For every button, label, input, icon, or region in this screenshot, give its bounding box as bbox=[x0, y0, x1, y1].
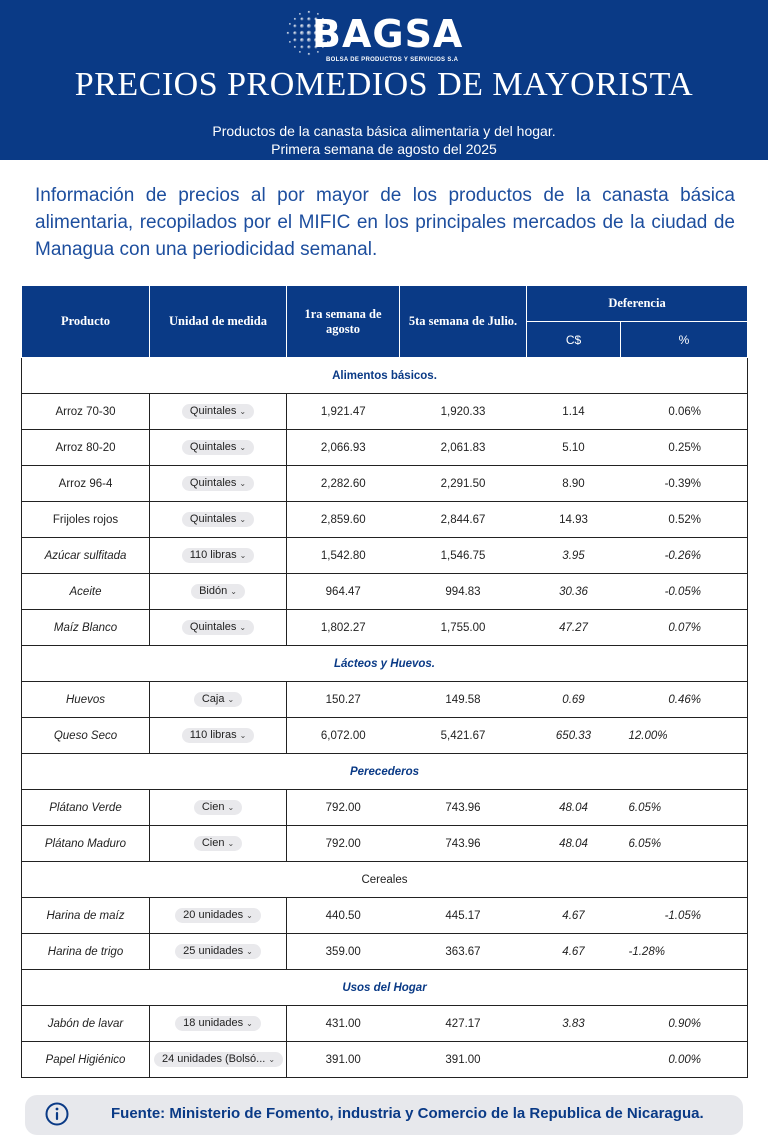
cell-semana-1: 792.00 bbox=[287, 790, 400, 826]
cell-diff-cs: 650.33 bbox=[527, 718, 621, 754]
unit-dropdown-label: 25 unidades bbox=[183, 945, 244, 957]
unit-dropdown[interactable] bbox=[175, 1016, 261, 1031]
cell-semana-2: 1,920.33 bbox=[400, 394, 527, 430]
cell-diff-pct: -1.28% bbox=[621, 934, 748, 970]
section-title: Alimentos básicos. bbox=[22, 358, 748, 394]
unit-dropdown[interactable] bbox=[182, 728, 255, 743]
unit-dropdown-label: Cien bbox=[201, 837, 225, 849]
cell-semana-1: 440.50 bbox=[287, 898, 400, 934]
page-subtitle bbox=[0, 122, 768, 158]
cell-diff-pct: 0.90% bbox=[621, 1006, 748, 1042]
cell-semana-2: 2,061.83 bbox=[400, 430, 527, 466]
chevron-down-icon: ⌄ bbox=[246, 911, 253, 920]
cell-producto: Azúcar sulfitada bbox=[22, 538, 150, 574]
chevron-down-icon: ⌄ bbox=[230, 587, 237, 596]
cell-diff-pct: 0.07% bbox=[621, 610, 748, 646]
cell-unidad[interactable] bbox=[150, 718, 287, 754]
brand-logo-text: BAGSA bbox=[312, 12, 464, 56]
unit-dropdown[interactable] bbox=[175, 908, 261, 923]
cell-semana-2: 743.96 bbox=[400, 826, 527, 862]
unit-dropdown[interactable] bbox=[194, 692, 242, 707]
chevron-down-icon: ⌄ bbox=[239, 551, 247, 560]
source-text: Fuente: Ministerio de Fomento, industria y Comercio de la Republica de Nicaragua. bbox=[111, 1105, 704, 1122]
table-row bbox=[22, 1042, 748, 1078]
chevron-down-icon: ⌄ bbox=[268, 1055, 276, 1064]
cell-producto: Arroz 96-4 bbox=[22, 466, 150, 502]
cell-semana-1: 431.00 bbox=[287, 1006, 400, 1042]
info-icon bbox=[45, 1102, 69, 1126]
cell-producto: Huevos bbox=[22, 682, 150, 718]
unit-dropdown-label: Caja bbox=[201, 693, 225, 705]
unit-dropdown-label: 18 unidades bbox=[183, 1017, 244, 1029]
table-row bbox=[22, 1006, 748, 1042]
chevron-down-icon: ⌄ bbox=[227, 803, 235, 812]
table-row bbox=[22, 466, 748, 502]
chevron-down-icon: ⌄ bbox=[227, 839, 235, 848]
cell-diff-pct: 0.00% bbox=[621, 1042, 748, 1078]
table-row bbox=[22, 682, 748, 718]
table-row bbox=[22, 790, 748, 826]
cell-semana-1: 1,921.47 bbox=[287, 394, 400, 430]
unit-dropdown-label: Quintales bbox=[189, 405, 237, 417]
unit-dropdown-label: Bidón bbox=[199, 585, 228, 597]
cell-unidad[interactable] bbox=[150, 898, 287, 934]
unit-dropdown[interactable] bbox=[182, 440, 254, 455]
cell-diff-pct: 0.46% bbox=[621, 682, 748, 718]
prices-table-container bbox=[21, 285, 747, 1078]
cell-diff-cs: 8.90 bbox=[527, 466, 621, 502]
cell-diff-cs: 47.27 bbox=[527, 610, 621, 646]
cell-diff-pct: 0.52% bbox=[621, 502, 748, 538]
section-title: Lácteos y Huevos. bbox=[22, 646, 748, 682]
cell-unidad[interactable] bbox=[150, 1042, 287, 1078]
chevron-down-icon: ⌄ bbox=[239, 407, 247, 416]
unit-dropdown-label: 24 unidades (Bolsó... bbox=[162, 1053, 266, 1065]
table-row bbox=[22, 538, 748, 574]
cell-diff-cs: 0.69 bbox=[527, 682, 621, 718]
cell-producto: Frijoles rojos bbox=[22, 502, 150, 538]
unit-dropdown-label: Quintales bbox=[189, 621, 237, 633]
cell-diff-pct: -0.05% bbox=[621, 574, 748, 610]
header-pct: % bbox=[621, 322, 748, 358]
header-diferencia: Deferencia bbox=[527, 286, 748, 322]
header-producto: Producto bbox=[22, 286, 150, 358]
cell-diff-cs: 1.14 bbox=[527, 394, 621, 430]
prices-table bbox=[21, 285, 748, 1078]
cell-semana-1: 150.27 bbox=[287, 682, 400, 718]
table-row bbox=[22, 502, 748, 538]
cell-semana-1: 2,859.60 bbox=[287, 502, 400, 538]
unit-dropdown[interactable] bbox=[182, 404, 254, 419]
cell-diff-cs: 48.04 bbox=[527, 826, 621, 862]
unit-dropdown-label: Quintales bbox=[189, 441, 237, 453]
cell-producto: Arroz 70-30 bbox=[22, 394, 150, 430]
cell-semana-2: 391.00 bbox=[400, 1042, 527, 1078]
header-unidad: Unidad de medida bbox=[150, 286, 287, 358]
cell-semana-2: 1,755.00 bbox=[400, 610, 527, 646]
unit-dropdown-label: Cien bbox=[201, 801, 225, 813]
cell-diff-cs: 3.95 bbox=[527, 538, 621, 574]
unit-dropdown-label: 110 libras bbox=[189, 549, 237, 561]
cell-unidad[interactable] bbox=[150, 790, 287, 826]
header-semana-2: 5ta semana de Julio. bbox=[400, 286, 527, 358]
cell-unidad[interactable] bbox=[150, 394, 287, 430]
cell-semana-2: 2,291.50 bbox=[400, 466, 527, 502]
chevron-down-icon: ⌄ bbox=[246, 947, 253, 956]
section-row bbox=[22, 970, 748, 1006]
intro-paragraph: Información de precios al por mayor de los productos de la canasta básica alimentaria, recopilados por el MIFIC en los principales mercados de la ciudad de Managua con una periodicidad semanal. bbox=[35, 185, 735, 260]
page-title: PRECIOS PROMEDIOS DE MAYORISTA bbox=[74, 66, 694, 103]
table-row bbox=[22, 898, 748, 934]
cell-semana-2: 427.17 bbox=[400, 1006, 527, 1042]
section-row bbox=[22, 646, 748, 682]
cell-semana-2: 994.83 bbox=[400, 574, 527, 610]
cell-semana-1: 2,066.93 bbox=[287, 430, 400, 466]
unit-dropdown[interactable] bbox=[194, 800, 242, 815]
unit-dropdown-label: 20 unidades bbox=[183, 909, 244, 921]
cell-diff-pct: -0.26% bbox=[621, 538, 748, 574]
cell-producto: Plátano Verde bbox=[22, 790, 150, 826]
cell-unidad[interactable] bbox=[150, 826, 287, 862]
cell-unidad[interactable] bbox=[150, 466, 287, 502]
cell-diff-pct: -1.05% bbox=[621, 898, 748, 934]
cell-diff-cs: 48.04 bbox=[527, 790, 621, 826]
section-title: Perecederos bbox=[22, 754, 748, 790]
section-title: Usos del Hogar bbox=[22, 970, 748, 1006]
cell-unidad[interactable] bbox=[150, 934, 287, 970]
brand-logo-subtitle: BOLSA DE PRODUCTOS Y SERVICIOS S.A bbox=[326, 57, 459, 63]
table-row bbox=[22, 430, 748, 466]
chevron-down-icon: ⌄ bbox=[239, 623, 247, 632]
chevron-down-icon: ⌄ bbox=[239, 515, 247, 524]
cell-semana-1: 6,072.00 bbox=[287, 718, 400, 754]
cell-semana-1: 792.00 bbox=[287, 826, 400, 862]
cell-semana-2: 445.17 bbox=[400, 898, 527, 934]
cell-diff-cs: 5.10 bbox=[527, 430, 621, 466]
cell-unidad[interactable] bbox=[150, 682, 287, 718]
cell-diff-pct: 6.05% bbox=[621, 826, 748, 862]
cell-diff-pct: -0.39% bbox=[621, 466, 748, 502]
chevron-down-icon: ⌄ bbox=[239, 479, 247, 488]
section-row bbox=[22, 754, 748, 790]
cell-unidad[interactable] bbox=[150, 1006, 287, 1042]
cell-semana-1: 2,282.60 bbox=[287, 466, 400, 502]
table-row bbox=[22, 574, 748, 610]
table-row bbox=[22, 718, 748, 754]
cell-producto: Arroz 80-20 bbox=[22, 430, 150, 466]
unit-dropdown-label: 110 libras bbox=[189, 729, 237, 741]
table-row bbox=[22, 934, 748, 970]
cell-unidad[interactable] bbox=[150, 502, 287, 538]
chevron-down-icon: ⌄ bbox=[246, 1019, 253, 1028]
cell-diff-pct: 6.05% bbox=[621, 790, 748, 826]
cell-producto: Harina de maíz bbox=[22, 898, 150, 934]
source-footer bbox=[25, 1095, 743, 1135]
cell-semana-2: 743.96 bbox=[400, 790, 527, 826]
cell-producto: Queso Seco bbox=[22, 718, 150, 754]
chevron-down-icon: ⌄ bbox=[239, 443, 247, 452]
cell-semana-2: 149.58 bbox=[400, 682, 527, 718]
cell-semana-2: 2,844.67 bbox=[400, 502, 527, 538]
unit-dropdown[interactable] bbox=[154, 1052, 283, 1067]
cell-producto: Jabón de lavar bbox=[22, 1006, 150, 1042]
section-row bbox=[22, 358, 748, 394]
cell-diff-pct: 0.25% bbox=[621, 430, 748, 466]
cell-diff-pct: 0.06% bbox=[621, 394, 748, 430]
page-header bbox=[0, 0, 768, 160]
unit-dropdown[interactable] bbox=[182, 512, 254, 527]
unit-dropdown[interactable] bbox=[175, 944, 261, 959]
header-cs: C$ bbox=[527, 322, 621, 358]
unit-dropdown[interactable] bbox=[191, 584, 245, 599]
cell-producto: Aceite bbox=[22, 574, 150, 610]
cell-semana-1: 1,802.27 bbox=[287, 610, 400, 646]
unit-dropdown-label: Quintales bbox=[189, 513, 237, 525]
cell-semana-1: 391.00 bbox=[287, 1042, 400, 1078]
table-row bbox=[22, 610, 748, 646]
cell-diff-cs: 4.67 bbox=[527, 898, 621, 934]
cell-unidad[interactable] bbox=[150, 430, 287, 466]
cell-producto: Papel Higiénico bbox=[22, 1042, 150, 1078]
subtitle-line-2: Primera semana de agosto del 2025 bbox=[271, 141, 497, 157]
cell-diff-cs: 4.67 bbox=[527, 934, 621, 970]
unit-dropdown[interactable] bbox=[182, 476, 254, 491]
chevron-down-icon: ⌄ bbox=[239, 731, 247, 740]
section-title: Cereales bbox=[22, 862, 748, 898]
cell-semana-2: 363.67 bbox=[400, 934, 527, 970]
cell-unidad[interactable] bbox=[150, 538, 287, 574]
cell-producto: Harina de trigo bbox=[22, 934, 150, 970]
cell-semana-1: 1,542.80 bbox=[287, 538, 400, 574]
cell-semana-1: 359.00 bbox=[287, 934, 400, 970]
cell-diff-cs bbox=[527, 1042, 621, 1078]
chevron-down-icon: ⌄ bbox=[227, 695, 235, 704]
cell-diff-pct: 12.00% bbox=[621, 718, 748, 754]
cell-diff-cs: 3.83 bbox=[527, 1006, 621, 1042]
cell-unidad[interactable] bbox=[150, 610, 287, 646]
cell-diff-cs: 14.93 bbox=[527, 502, 621, 538]
section-row bbox=[22, 862, 748, 898]
cell-diff-cs: 30.36 bbox=[527, 574, 621, 610]
cell-semana-2: 5,421.67 bbox=[400, 718, 527, 754]
unit-dropdown[interactable] bbox=[194, 836, 242, 851]
header-semana-1: 1ra semana de agosto bbox=[287, 286, 400, 358]
cell-semana-1: 964.47 bbox=[287, 574, 400, 610]
cell-unidad[interactable] bbox=[150, 574, 287, 610]
unit-dropdown-label: Quintales bbox=[189, 477, 237, 489]
unit-dropdown[interactable] bbox=[182, 620, 254, 635]
table-row bbox=[22, 394, 748, 430]
table-row bbox=[22, 826, 748, 862]
cell-producto: Plátano Maduro bbox=[22, 826, 150, 862]
unit-dropdown[interactable] bbox=[182, 548, 255, 563]
cell-producto: Maíz Blanco bbox=[22, 610, 150, 646]
subtitle-line-1: Productos de la canasta básica alimentaria y del hogar. bbox=[212, 123, 556, 139]
cell-semana-2: 1,546.75 bbox=[400, 538, 527, 574]
